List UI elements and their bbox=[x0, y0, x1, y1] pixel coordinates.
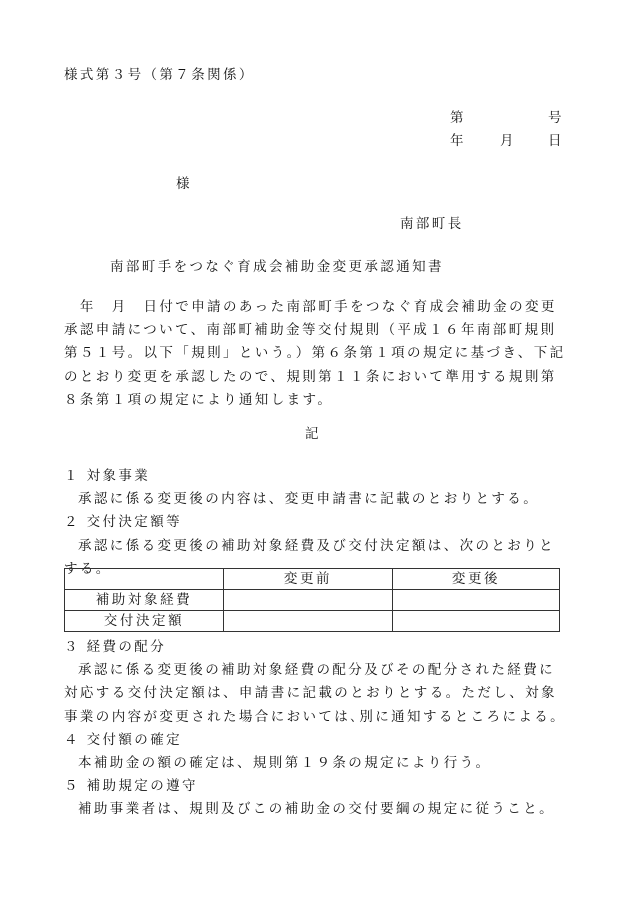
section-1-2 bbox=[64, 465, 564, 581]
grant-amount-table bbox=[64, 568, 560, 632]
section-2-heading: ２ 交付決定額等 bbox=[64, 514, 182, 531]
document-number-prefix: 第 bbox=[450, 110, 466, 126]
table-header-cell: 変更後 bbox=[393, 569, 560, 590]
section-3-5 bbox=[64, 636, 567, 822]
section-3-heading: ３ 経費の配分 bbox=[64, 639, 167, 655]
section-1-text: 承認に係る変更後の内容は、変更申請書に記載のとおりとする。 bbox=[78, 491, 540, 508]
body-paragraph bbox=[64, 296, 564, 412]
body-line: のとおり変更を承認したので、規則第１１条において準用する規則第 bbox=[64, 368, 557, 385]
date-year: 年 bbox=[450, 133, 466, 149]
section-1-heading: １ 対象事業 bbox=[64, 468, 151, 484]
body-line: 年 月 日付で申請のあった南部町手をつなぐ育成会補助金の変更 bbox=[64, 299, 557, 315]
section-3-text-continued: 対応する交付決定額は、申請書に記載のとおりとする。ただし、対象 bbox=[64, 685, 557, 702]
date-month: 月 bbox=[500, 133, 516, 149]
section-5-heading: ５ 補助規定の遵守 bbox=[64, 778, 198, 795]
table-row-label: 交付決定額 bbox=[65, 611, 224, 632]
table-cell-after bbox=[393, 611, 560, 632]
section-3-text-continued: 事業の内容が変更された場合においては､別に通知するところによる。 bbox=[64, 708, 567, 725]
sender-name: 南部町長 bbox=[400, 216, 464, 232]
section-3-text: 承認に係る変更後の補助対象経費の配分及びその配分された経費に bbox=[78, 662, 555, 679]
table-header-cell: 変更前 bbox=[224, 569, 393, 590]
ki-marker: 記 bbox=[305, 426, 321, 442]
addressee-suffix: 様 bbox=[176, 176, 192, 192]
section-4-text: 本補助金の額の確定は、規則第１９条の規定により行う。 bbox=[78, 755, 492, 772]
table-row-label: 補助対象経費 bbox=[65, 590, 224, 611]
document-number-suffix: 号 bbox=[548, 110, 564, 126]
document-title: 南部町手をつなぐ育成会補助金変更承認通知書 bbox=[110, 259, 444, 275]
form-number: 様式第３号（第７条関係） bbox=[64, 67, 255, 83]
table-header-row bbox=[65, 569, 560, 590]
section-4-heading: ４ 交付額の確定 bbox=[64, 731, 182, 748]
body-line: 第５１号。以下「規則」という。）第６条第１項の規定に基づき、下記 bbox=[64, 345, 566, 362]
table-cell-before bbox=[224, 590, 393, 611]
table-row bbox=[65, 611, 560, 632]
section-2-text: 承認に係る変更後の補助対象経費及び交付決定額は、次のとおりと bbox=[78, 537, 555, 554]
table-row bbox=[65, 590, 560, 611]
table-header-cell bbox=[65, 569, 224, 590]
body-line: 承認申請について、南部町補助金等交付規則（平成１６年南部町規則 bbox=[64, 322, 557, 339]
table-cell-after bbox=[393, 590, 560, 611]
date-day: 日 bbox=[548, 133, 564, 149]
section-2-text-continued: する。 bbox=[64, 560, 112, 577]
table-cell-before bbox=[224, 611, 393, 632]
body-line: ８条第１項の規定により通知します。 bbox=[64, 391, 334, 408]
section-5-text: 補助事業者は、規則及びこの補助金の交付要綱の規定に従うこと。 bbox=[78, 801, 555, 818]
